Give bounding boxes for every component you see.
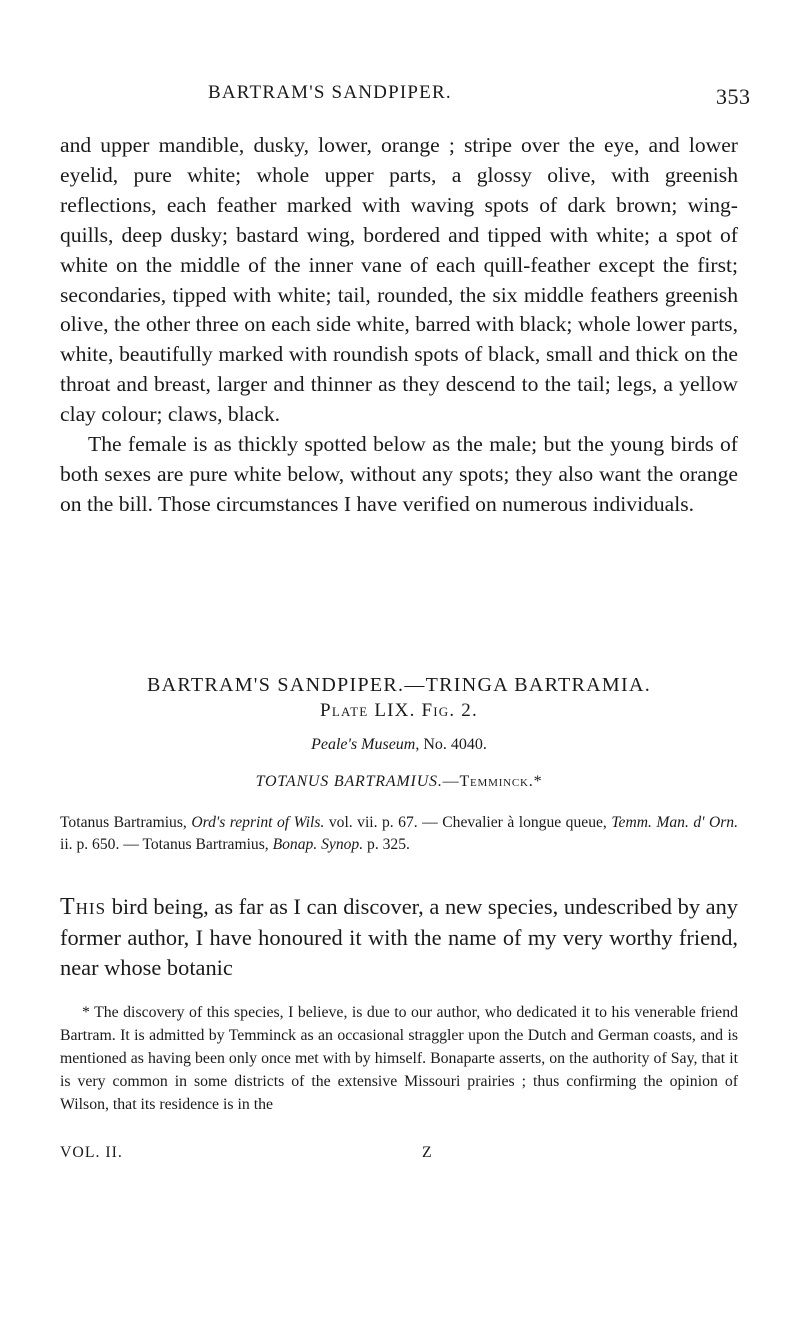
paragraph-female-young: The female is as thickly spotted below as the male; but the young birds of both sexes are pure white below, without any spots; they also want the orange on the bill. Those circumstances I have verified on numerous individuals. — [60, 432, 738, 516]
synonym-line — [60, 773, 738, 791]
synonym-author: —Temminck.* — [442, 773, 543, 790]
museum-line — [60, 736, 738, 754]
species-heading: BARTRAM'S SANDPIPER.—TRINGA BARTRAMIA. — [147, 674, 651, 696]
museum-number: , No. 4040. — [415, 736, 487, 753]
synonym-name: TOTANUS BARTRAMIUS. — [255, 773, 443, 790]
reference-text: p. 325. — [363, 836, 410, 853]
intro-text: bird being, as far as I can discover, a new species, undescribed by any former author, I have honoured it with the name of my very worthy friend, near whose botanic — [60, 894, 738, 980]
signature-mark: Z — [422, 1144, 432, 1161]
intro-first-word: This — [60, 894, 107, 920]
reference-source: Temm. Man. d' Orn. — [611, 814, 738, 831]
running-head — [0, 82, 800, 112]
reference-source: Ord's reprint of Wils. — [191, 814, 325, 831]
running-title: BARTRAM'S SANDPIPER. — [208, 82, 452, 103]
species-heading-block — [60, 672, 738, 724]
footnote-text: * The discovery of this species, I believe, is due to our author, who dedicated it to his venerable friend Bartram. It is admitted by Temminck as an occasional straggler upon the Dutch and German coasts, and is mentioned as having been only once met with by himself. Bonaparte asserts, on the authority of Say, that it is very common in some districts of the extensive Missouri prairies ; thus confirming the opinion of Wilson, that its residence is in the — [60, 1004, 738, 1113]
museum-name: Peale's Museum — [311, 736, 416, 753]
volume-mark: VOL. II. — [60, 1144, 123, 1161]
references-block — [60, 812, 738, 856]
description-continuation — [60, 131, 738, 520]
reference-source: Bonap. Synop. — [272, 836, 364, 853]
signature-line — [0, 1144, 800, 1168]
footnote — [60, 1002, 738, 1117]
reference-text: ii. p. 650. — Totanus Bartramius, — [60, 836, 273, 853]
page-number: 353 — [716, 84, 751, 109]
intro-paragraph — [60, 892, 738, 984]
reference-text: vol. vii. p. 67. — Chevalier à longue queue, — [324, 814, 612, 831]
paragraph-plumage: and upper mandible, dusky, lower, orange ; stripe over the eye, and lower eyelid, pure white; whole upper parts, a glossy olive, with greenish reflections, each feather marked with waving spots of dark brown; wing-quills, deep dusky; bastard wing, bordered and tipped with white; a spot of white on the middle of the inner vane of each quill-feather except the first; secondaries, tipped with white; tail, rounded, the six middle feathers greenish olive, the other three on each side white, barred with black; whole lower parts, white, beautifully marked with roundish spots of black, small and thick on the throat and breast, larger and thinner as they descend to the tail; legs, a yellow clay colour; claws, black. — [60, 133, 738, 427]
plate-reference: Plate LIX. Fig. 2. — [320, 700, 478, 721]
reference-text: Totanus Bartramius, — [60, 814, 192, 831]
